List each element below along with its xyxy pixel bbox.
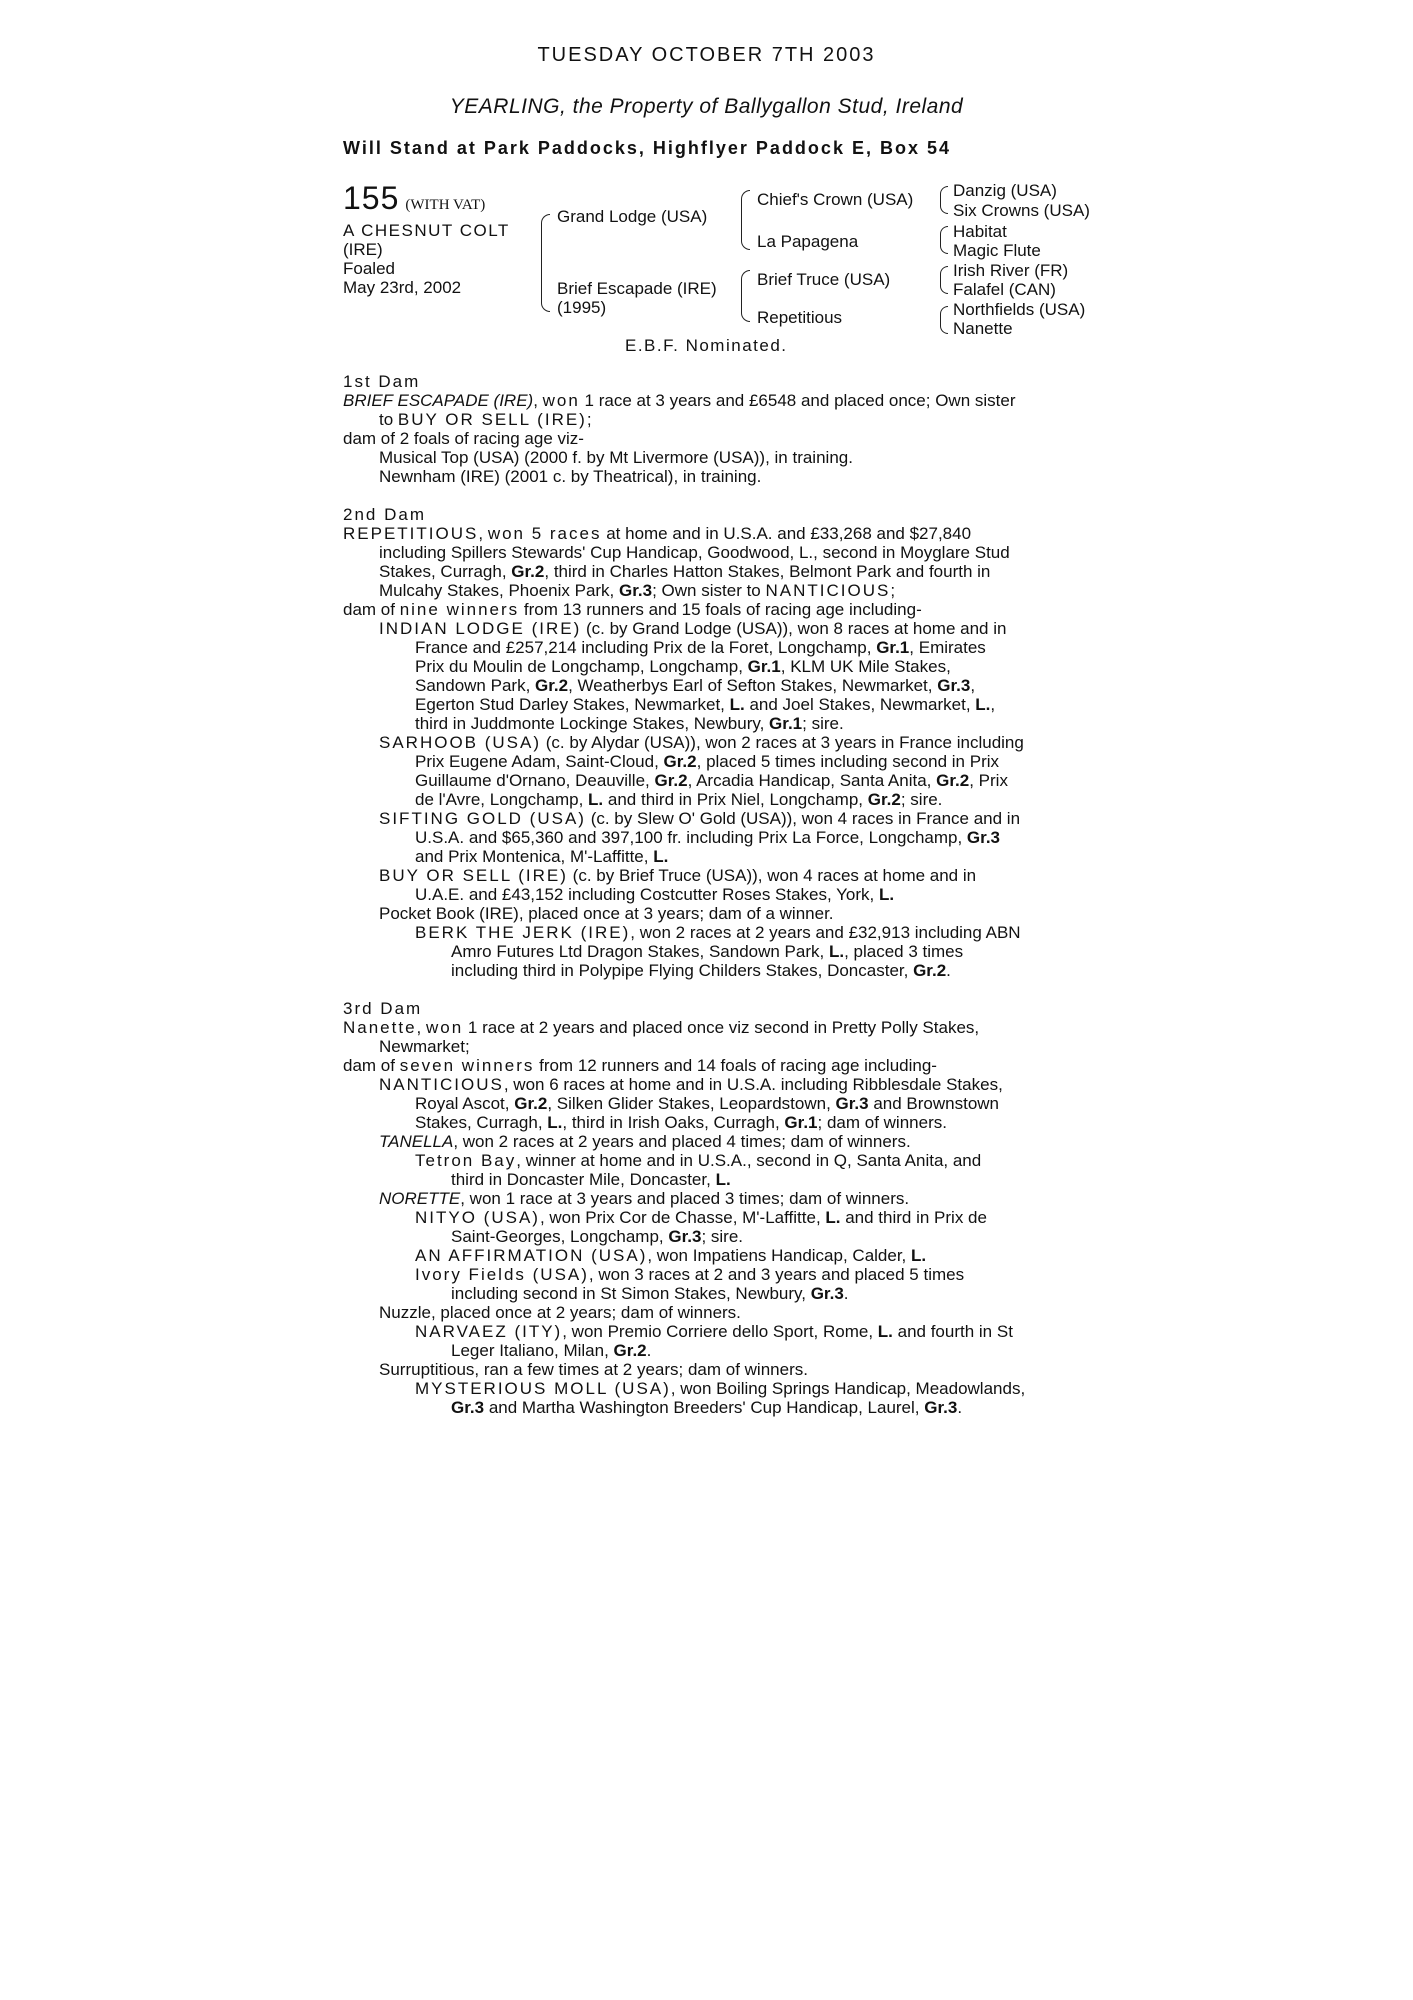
lot-description [343, 221, 510, 297]
body-line: Prix du Moulin de Longchamp, Longchamp, Gr.1, KLM UK Mile Stakes, [415, 657, 951, 676]
pedigree-bracket [741, 190, 750, 250]
pedigree-g1: Danzig (USA) [953, 181, 1057, 200]
pedigree-bracket [940, 226, 948, 254]
pedigree-bracket [940, 266, 948, 294]
body-line: NITYO (USA), won Prix Cor de Chasse, M'-Laffitte, L. and third in Prix de [415, 1208, 987, 1227]
body-line: Pocket Book (IRE), placed once at 3 years; dam of a winner. [379, 904, 834, 923]
body-line: third in Doncaster Mile, Doncaster, L. [451, 1170, 731, 1189]
pedigree-bracket [940, 186, 948, 214]
pedigree-g6: Falafel (CAN) [953, 280, 1056, 299]
body-line: to BUY OR SELL (IRE); [379, 410, 592, 429]
pedigree-dam: Brief Escapade (IRE) [557, 279, 717, 298]
catalogue-body [343, 372, 1083, 1417]
body-line: NARVAEZ (ITY), won Premio Corriere dello Sport, Rome, L. and fourth in St [415, 1322, 1013, 1341]
section-heading: 2nd Dam [343, 505, 426, 524]
section-heading: 3rd Dam [343, 999, 423, 1018]
pedigree-sire-sire: Chief's Crown (USA) [757, 190, 914, 209]
body-line: Gr.3 and Martha Washington Breeders' Cup Handicap, Laurel, Gr.3. [451, 1398, 963, 1417]
pedigree-g5: Irish River (FR) [953, 261, 1069, 280]
body-line: including second in St Simon Stakes, Newbury, Gr.3. [451, 1284, 849, 1303]
stand-location: Will Stand at Park Paddocks, Highflyer Paddock E, Box 54 [343, 138, 951, 158]
body-line: Musical Top (USA) (2000 f. by Mt Livermore (USA)), in training. [379, 448, 853, 467]
pedigree-g7: Northfields (USA) [953, 300, 1086, 319]
lot-line: Foaled [343, 259, 395, 278]
pedigree-sire-dam: La Papagena [757, 232, 859, 251]
lot-line: May 23rd, 2002 [343, 278, 462, 297]
body-line: including third in Polypipe Flying Childers Stakes, Doncaster, Gr.2. [451, 961, 951, 980]
body-line: NORETTE, won 1 race at 3 years and placed 3 times; dam of winners. [379, 1189, 910, 1208]
lot-number: 155 [343, 180, 400, 216]
body-line: MYSTERIOUS MOLL (USA), won Boiling Springs Handicap, Meadowlands, [415, 1379, 1026, 1398]
pedigree-sire: Grand Lodge (USA) [557, 207, 708, 226]
body-line: INDIAN LODGE (IRE) (c. by Grand Lodge (USA)), won 8 races at home and in [379, 619, 1007, 638]
body-line: AN AFFIRMATION (USA), won Impatiens Handicap, Calder, L. [415, 1246, 927, 1265]
body-line: BRIEF ESCAPADE (IRE), won 1 race at 3 years and £6548 and placed once; Own sister [343, 391, 1016, 410]
body-line: Royal Ascot, Gr.2, Silken Glider Stakes, Leopardstown, Gr.3 and Brownstown [415, 1094, 1000, 1113]
body-line: Saint-Georges, Longchamp, Gr.3; sire. [451, 1227, 744, 1246]
pedigree-bracket [940, 306, 948, 334]
body-line: de l'Avre, Longchamp, L. and third in Prix Niel, Longchamp, Gr.2; sire. [415, 790, 943, 809]
lot-line: (IRE) [343, 240, 383, 259]
sale-date: TUESDAY OCTOBER 7TH 2003 [537, 44, 876, 66]
body-line: dam of nine winners from 13 runners and 15 foals of racing age including- [343, 600, 922, 619]
ebf-note: E.B.F. Nominated. [625, 336, 788, 355]
body-line: including Spillers Stewards' Cup Handicap, Goodwood, L., second in Moyglare Stud [379, 543, 1010, 562]
body-line: SIFTING GOLD (USA) (c. by Slew O' Gold (USA)), won 4 races in France and in [379, 809, 1021, 828]
body-line: Leger Italiano, Milan, Gr.2. [451, 1341, 652, 1360]
body-line: Ivory Fields (USA), won 3 races at 2 and 3 years and placed 5 times [415, 1265, 965, 1284]
body-line: Nanette, won 1 race at 2 years and placed once viz second in Pretty Polly Stakes, [343, 1018, 980, 1037]
body-line: Tetron Bay, winner at home and in U.S.A., second in Q, Santa Anita, and [415, 1151, 982, 1170]
body-line: Stakes, Curragh, L., third in Irish Oaks, Curragh, Gr.1; dam of winners. [415, 1113, 947, 1132]
body-line: Nuzzle, placed once at 2 years; dam of winners. [379, 1303, 741, 1322]
pedigree-g2: Six Crowns (USA) [953, 201, 1090, 220]
lot-line: A CHESNUT COLT [343, 221, 510, 240]
body-line: Amro Futures Ltd Dragon Stakes, Sandown Park, L., placed 3 times [451, 942, 964, 961]
pedigree-g8: Nanette [953, 319, 1013, 338]
body-line: REPETITIOUS, won 5 races at home and in U.S.A. and £33,268 and $27,840 [343, 524, 972, 543]
pedigree-dam-dam: Repetitious [757, 308, 843, 327]
body-line: BUY OR SELL (IRE) (c. by Brief Truce (USA)), won 4 races at home and in [379, 866, 977, 885]
body-line: Sandown Park, Gr.2, Weatherbys Earl of Sefton Stakes, Newmarket, Gr.3, [415, 676, 976, 695]
body-line: Newmarket; [379, 1037, 470, 1056]
body-line: Mulcahy Stakes, Phoenix Park, Gr.3; Own sister to NANTICIOUS; [379, 581, 896, 600]
body-line: Newnham (IRE) (2001 c. by Theatrical), in training. [379, 467, 762, 486]
body-line: Egerton Stud Darley Stakes, Newmarket, L. and Joel Stakes, Newmarket, L., [415, 695, 996, 714]
body-line: TANELLA, won 2 races at 2 years and placed 4 times; dam of winners. [379, 1132, 911, 1151]
pedigree-dam-year: (1995) [557, 298, 607, 317]
body-line: U.A.E. and £43,152 including Costcutter Roses Stakes, York, L. [415, 885, 895, 904]
body-line: Prix Eugene Adam, Saint-Cloud, Gr.2, placed 5 times including second in Prix [415, 752, 1000, 771]
body-line: dam of seven winners from 12 runners and 14 foals of racing age including- [343, 1056, 937, 1075]
body-line: Stakes, Curragh, Gr.2, third in Charles Hatton Stakes, Belmont Park and fourth in [379, 562, 991, 581]
section-heading: 1st Dam [343, 372, 421, 391]
body-line: Guillaume d'Ornano, Deauville, Gr.2, Arcadia Handicap, Santa Anita, Gr.2, Prix [415, 771, 1008, 790]
vat-note: (WITH VAT) [405, 197, 486, 213]
lot-subtitle: YEARLING, the Property of Ballygallon Stud, Ireland [449, 95, 964, 118]
body-line: SARHOOB (USA) (c. by Alydar (USA)), won 2 races at 3 years in France including [379, 733, 1024, 752]
body-line: and Prix Montenica, M'-Laffitte, L. [415, 847, 669, 866]
body-line: BERK THE JERK (IRE), won 2 races at 2 years and £32,913 including ABN [415, 923, 1021, 942]
pedigree-dam-sire: Brief Truce (USA) [757, 270, 891, 289]
pedigree-bracket [541, 214, 550, 312]
body-line: dam of 2 foals of racing age viz- [343, 429, 584, 448]
body-line: U.S.A. and $65,360 and 397,100 fr. including Prix La Force, Longchamp, Gr.3 [415, 828, 1001, 847]
pedigree-g4: Magic Flute [953, 241, 1041, 260]
pedigree-g3: Habitat [953, 222, 1007, 241]
lot-number-line [343, 180, 485, 217]
body-line: Surruptitious, ran a few times at 2 years; dam of winners. [379, 1360, 808, 1379]
body-line: third in Juddmonte Lockinge Stakes, Newbury, Gr.1; sire. [415, 714, 844, 733]
body-line: NANTICIOUS, won 6 races at home and in U.S.A. including Ribblesdale Stakes, [379, 1075, 1003, 1094]
pedigree-bracket [741, 270, 750, 322]
body-line: France and £257,214 including Prix de la Foret, Longchamp, Gr.1, Emirates [415, 638, 986, 657]
